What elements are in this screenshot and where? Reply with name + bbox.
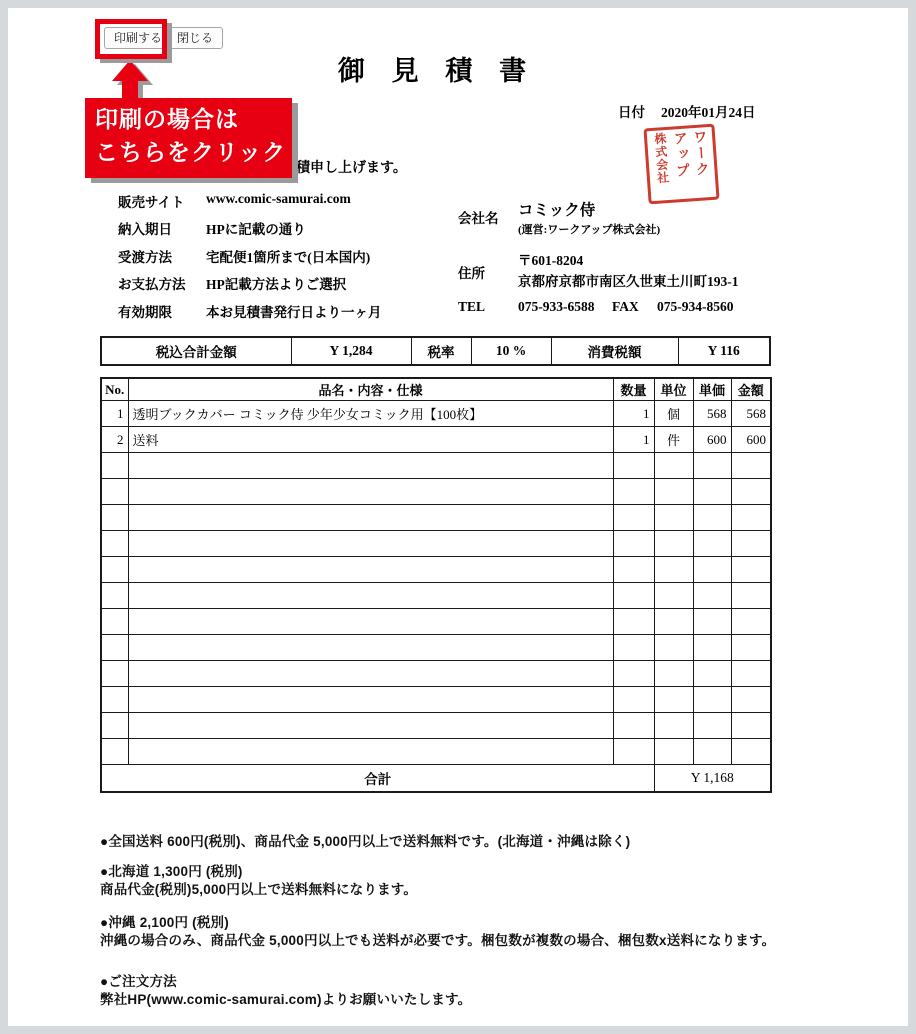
address-label: 住所 xyxy=(458,266,485,281)
empty-cell xyxy=(101,583,128,609)
empty-cell xyxy=(731,635,771,661)
empty-cell xyxy=(128,609,613,635)
date-value: 2020年01月24日 xyxy=(661,105,756,120)
info-label: 受渡方法 xyxy=(118,249,172,265)
total-incl-tax-label: 税込合計金額 xyxy=(101,337,291,365)
empty-cell xyxy=(613,453,654,479)
table-row xyxy=(101,401,771,427)
shipping-note-okinawa-title: ●沖縄 2,100円 (税別) xyxy=(100,915,229,930)
summary-table xyxy=(100,336,771,366)
table-row xyxy=(101,427,771,453)
empty-cell xyxy=(101,479,128,505)
empty-cell xyxy=(101,739,128,765)
empty-cell xyxy=(693,583,731,609)
empty-cell xyxy=(128,583,613,609)
empty-cell xyxy=(731,713,771,739)
col-header-no: No. xyxy=(101,378,128,401)
empty-cell xyxy=(693,739,731,765)
arrow-stem xyxy=(122,80,138,99)
empty-cell xyxy=(101,661,128,687)
empty-cell xyxy=(731,505,771,531)
empty-cell xyxy=(613,479,654,505)
empty-cell xyxy=(613,557,654,583)
item-no: 2 xyxy=(101,427,128,453)
item-name: 送料 xyxy=(128,427,613,453)
empty-cell xyxy=(693,713,731,739)
item-amount: 568 xyxy=(731,401,771,427)
print-callout xyxy=(85,98,292,178)
empty-cell xyxy=(128,453,613,479)
empty-cell xyxy=(654,531,693,557)
empty-cell xyxy=(101,453,128,479)
empty-cell xyxy=(613,713,654,739)
empty-cell xyxy=(693,609,731,635)
table-row-empty xyxy=(101,583,771,609)
empty-cell xyxy=(128,687,613,713)
info-label: お支払方法 xyxy=(118,277,186,293)
empty-cell xyxy=(693,453,731,479)
empty-cell xyxy=(128,661,613,687)
summary-row xyxy=(101,337,770,365)
items-header-row xyxy=(101,378,771,401)
empty-cell xyxy=(731,609,771,635)
empty-cell xyxy=(654,635,693,661)
empty-cell xyxy=(654,687,693,713)
info-value: HP記載方法よりご選択 xyxy=(206,277,347,293)
table-row-empty xyxy=(101,713,771,739)
table-row-empty xyxy=(101,661,771,687)
total-label: 合計 xyxy=(101,765,654,793)
table-row-empty xyxy=(101,635,771,661)
item-unit-price: 600 xyxy=(693,427,731,453)
tax-rate-value: 10 % xyxy=(471,337,551,365)
empty-cell xyxy=(613,661,654,687)
address-value: 京都府京都市南区久世東土川町193-1 xyxy=(518,274,739,289)
empty-cell xyxy=(613,583,654,609)
tel-value: 075-933-6588 xyxy=(518,299,595,314)
items-table xyxy=(100,377,772,793)
col-header-unitprice: 単価 xyxy=(693,378,731,401)
col-header-name: 品名・内容・仕様 xyxy=(128,378,613,401)
item-unit-price: 568 xyxy=(693,401,731,427)
table-row-empty xyxy=(101,479,771,505)
company-seal-stamp xyxy=(643,124,719,205)
tax-rate-label: 税率 xyxy=(411,337,471,365)
empty-cell xyxy=(731,531,771,557)
item-qty: 1 xyxy=(613,427,654,453)
table-row-empty xyxy=(101,557,771,583)
table-row-empty xyxy=(101,609,771,635)
empty-cell xyxy=(613,531,654,557)
empty-cell xyxy=(731,557,771,583)
table-row-empty xyxy=(101,739,771,765)
empty-cell xyxy=(101,687,128,713)
fax-label: FAX xyxy=(612,299,639,314)
empty-cell xyxy=(654,479,693,505)
callout-line-1: 印刷の場合は xyxy=(95,106,239,132)
table-row-empty xyxy=(101,453,771,479)
item-unit: 個 xyxy=(654,401,693,427)
tax-amount-value: Y 116 xyxy=(678,337,770,365)
empty-cell xyxy=(693,635,731,661)
company-name-label: 会社名 xyxy=(458,211,499,226)
info-label: 納入期日 xyxy=(118,222,172,238)
info-row xyxy=(118,273,448,300)
info-row xyxy=(118,218,448,245)
empty-cell xyxy=(731,739,771,765)
empty-cell xyxy=(128,505,613,531)
page-title: 御 見 積 書 xyxy=(337,56,537,86)
empty-cell xyxy=(128,479,613,505)
col-header-amount: 金額 xyxy=(731,378,771,401)
empty-cell xyxy=(731,479,771,505)
empty-cell xyxy=(654,505,693,531)
info-label: 販売サイト xyxy=(118,195,185,210)
callout-line-2: こちらをクリック xyxy=(95,139,287,165)
table-row-empty xyxy=(101,505,771,531)
company-name: コミック侍 xyxy=(518,202,596,219)
col-header-qty: 数量 xyxy=(613,378,654,401)
close-button[interactable]: 閉じる xyxy=(167,27,223,49)
info-label: 有効期限 xyxy=(118,304,172,320)
tax-amount-label: 消費税額 xyxy=(551,337,678,365)
info-value: HPに記載の通り xyxy=(206,222,306,238)
empty-cell xyxy=(101,557,128,583)
info-row xyxy=(118,191,448,218)
empty-cell xyxy=(731,661,771,687)
empty-cell xyxy=(613,505,654,531)
arrow-head xyxy=(112,60,148,81)
empty-cell xyxy=(613,635,654,661)
empty-cell xyxy=(613,609,654,635)
shipping-note-hokkaido-title: ●北海道 1,300円 (税別) xyxy=(100,864,243,879)
print-button[interactable]: 印刷する xyxy=(104,27,172,49)
empty-cell xyxy=(101,609,128,635)
empty-cell xyxy=(654,609,693,635)
order-method-title: ●ご注文方法 xyxy=(100,974,177,989)
item-qty: 1 xyxy=(613,401,654,427)
company-operator: (運営:ワークアップ株式会社) xyxy=(518,224,661,236)
empty-cell xyxy=(731,453,771,479)
empty-cell xyxy=(128,531,613,557)
col-header-unit: 単位 xyxy=(654,378,693,401)
seal-column: ワーク xyxy=(690,129,710,179)
empty-cell xyxy=(654,583,693,609)
seal-column: アップ xyxy=(671,130,690,180)
empty-cell xyxy=(693,505,731,531)
empty-cell xyxy=(731,583,771,609)
empty-cell xyxy=(654,557,693,583)
empty-cell xyxy=(613,739,654,765)
item-name: 透明ブックカバー コミック侍 少年少女コミック用【100枚】 xyxy=(128,401,613,427)
postal-code: 〒601-8204 xyxy=(518,253,584,268)
empty-cell xyxy=(693,557,731,583)
info-row xyxy=(118,246,448,273)
item-no: 1 xyxy=(101,401,128,427)
shipping-note-okinawa-detail: 沖縄の場合のみ、商品代金 5,000円以上でも送料が必要です。梱包数が複数の場合、梱包数x送料になります。 xyxy=(100,933,776,948)
empty-cell xyxy=(128,635,613,661)
info-value: 宅配便1箇所まで(日本国内) xyxy=(206,249,371,265)
empty-cell xyxy=(654,739,693,765)
date-line xyxy=(618,101,756,121)
empty-cell xyxy=(101,531,128,557)
shipping-note-nationwide: ●全国送料 600円(税別)、商品代金 5,000円以上で送料無料です。(北海道・沖縄は除く) xyxy=(100,834,631,849)
empty-cell xyxy=(731,687,771,713)
total-incl-tax-value: Y 1,284 xyxy=(291,337,411,365)
empty-cell xyxy=(693,479,731,505)
item-unit: 件 xyxy=(654,427,693,453)
items-total-row xyxy=(101,765,771,793)
empty-cell xyxy=(693,687,731,713)
tel-label: TEL xyxy=(458,299,486,314)
date-label: 日付 xyxy=(618,105,645,120)
empty-cell xyxy=(101,635,128,661)
seal-column: 株式会社 xyxy=(652,131,671,185)
fax-value: 075-934-8560 xyxy=(657,299,734,314)
empty-cell xyxy=(101,713,128,739)
total-value: Y 1,168 xyxy=(654,765,771,793)
empty-cell xyxy=(613,687,654,713)
empty-cell xyxy=(128,557,613,583)
empty-cell xyxy=(693,531,731,557)
table-row-empty xyxy=(101,531,771,557)
info-row xyxy=(118,301,448,328)
empty-cell xyxy=(654,713,693,739)
empty-cell xyxy=(128,713,613,739)
info-value: 本お見積書発行日より一ヶ月 xyxy=(206,304,382,320)
order-info-list xyxy=(118,191,448,328)
empty-cell xyxy=(654,661,693,687)
greeting-text: 積申し上げます。 xyxy=(296,161,407,176)
info-value: www.comic-samurai.com xyxy=(206,191,351,206)
empty-cell xyxy=(693,661,731,687)
empty-cell xyxy=(654,453,693,479)
order-method-detail: 弊社HP(www.comic-samurai.com)よりお願いいたします。 xyxy=(100,992,472,1007)
empty-cell xyxy=(101,505,128,531)
empty-cell xyxy=(128,739,613,765)
table-row-empty xyxy=(101,687,771,713)
item-amount: 600 xyxy=(731,427,771,453)
shipping-note-hokkaido-detail: 商品代金(税別)5,000円以上で送料無料になります。 xyxy=(100,882,418,897)
